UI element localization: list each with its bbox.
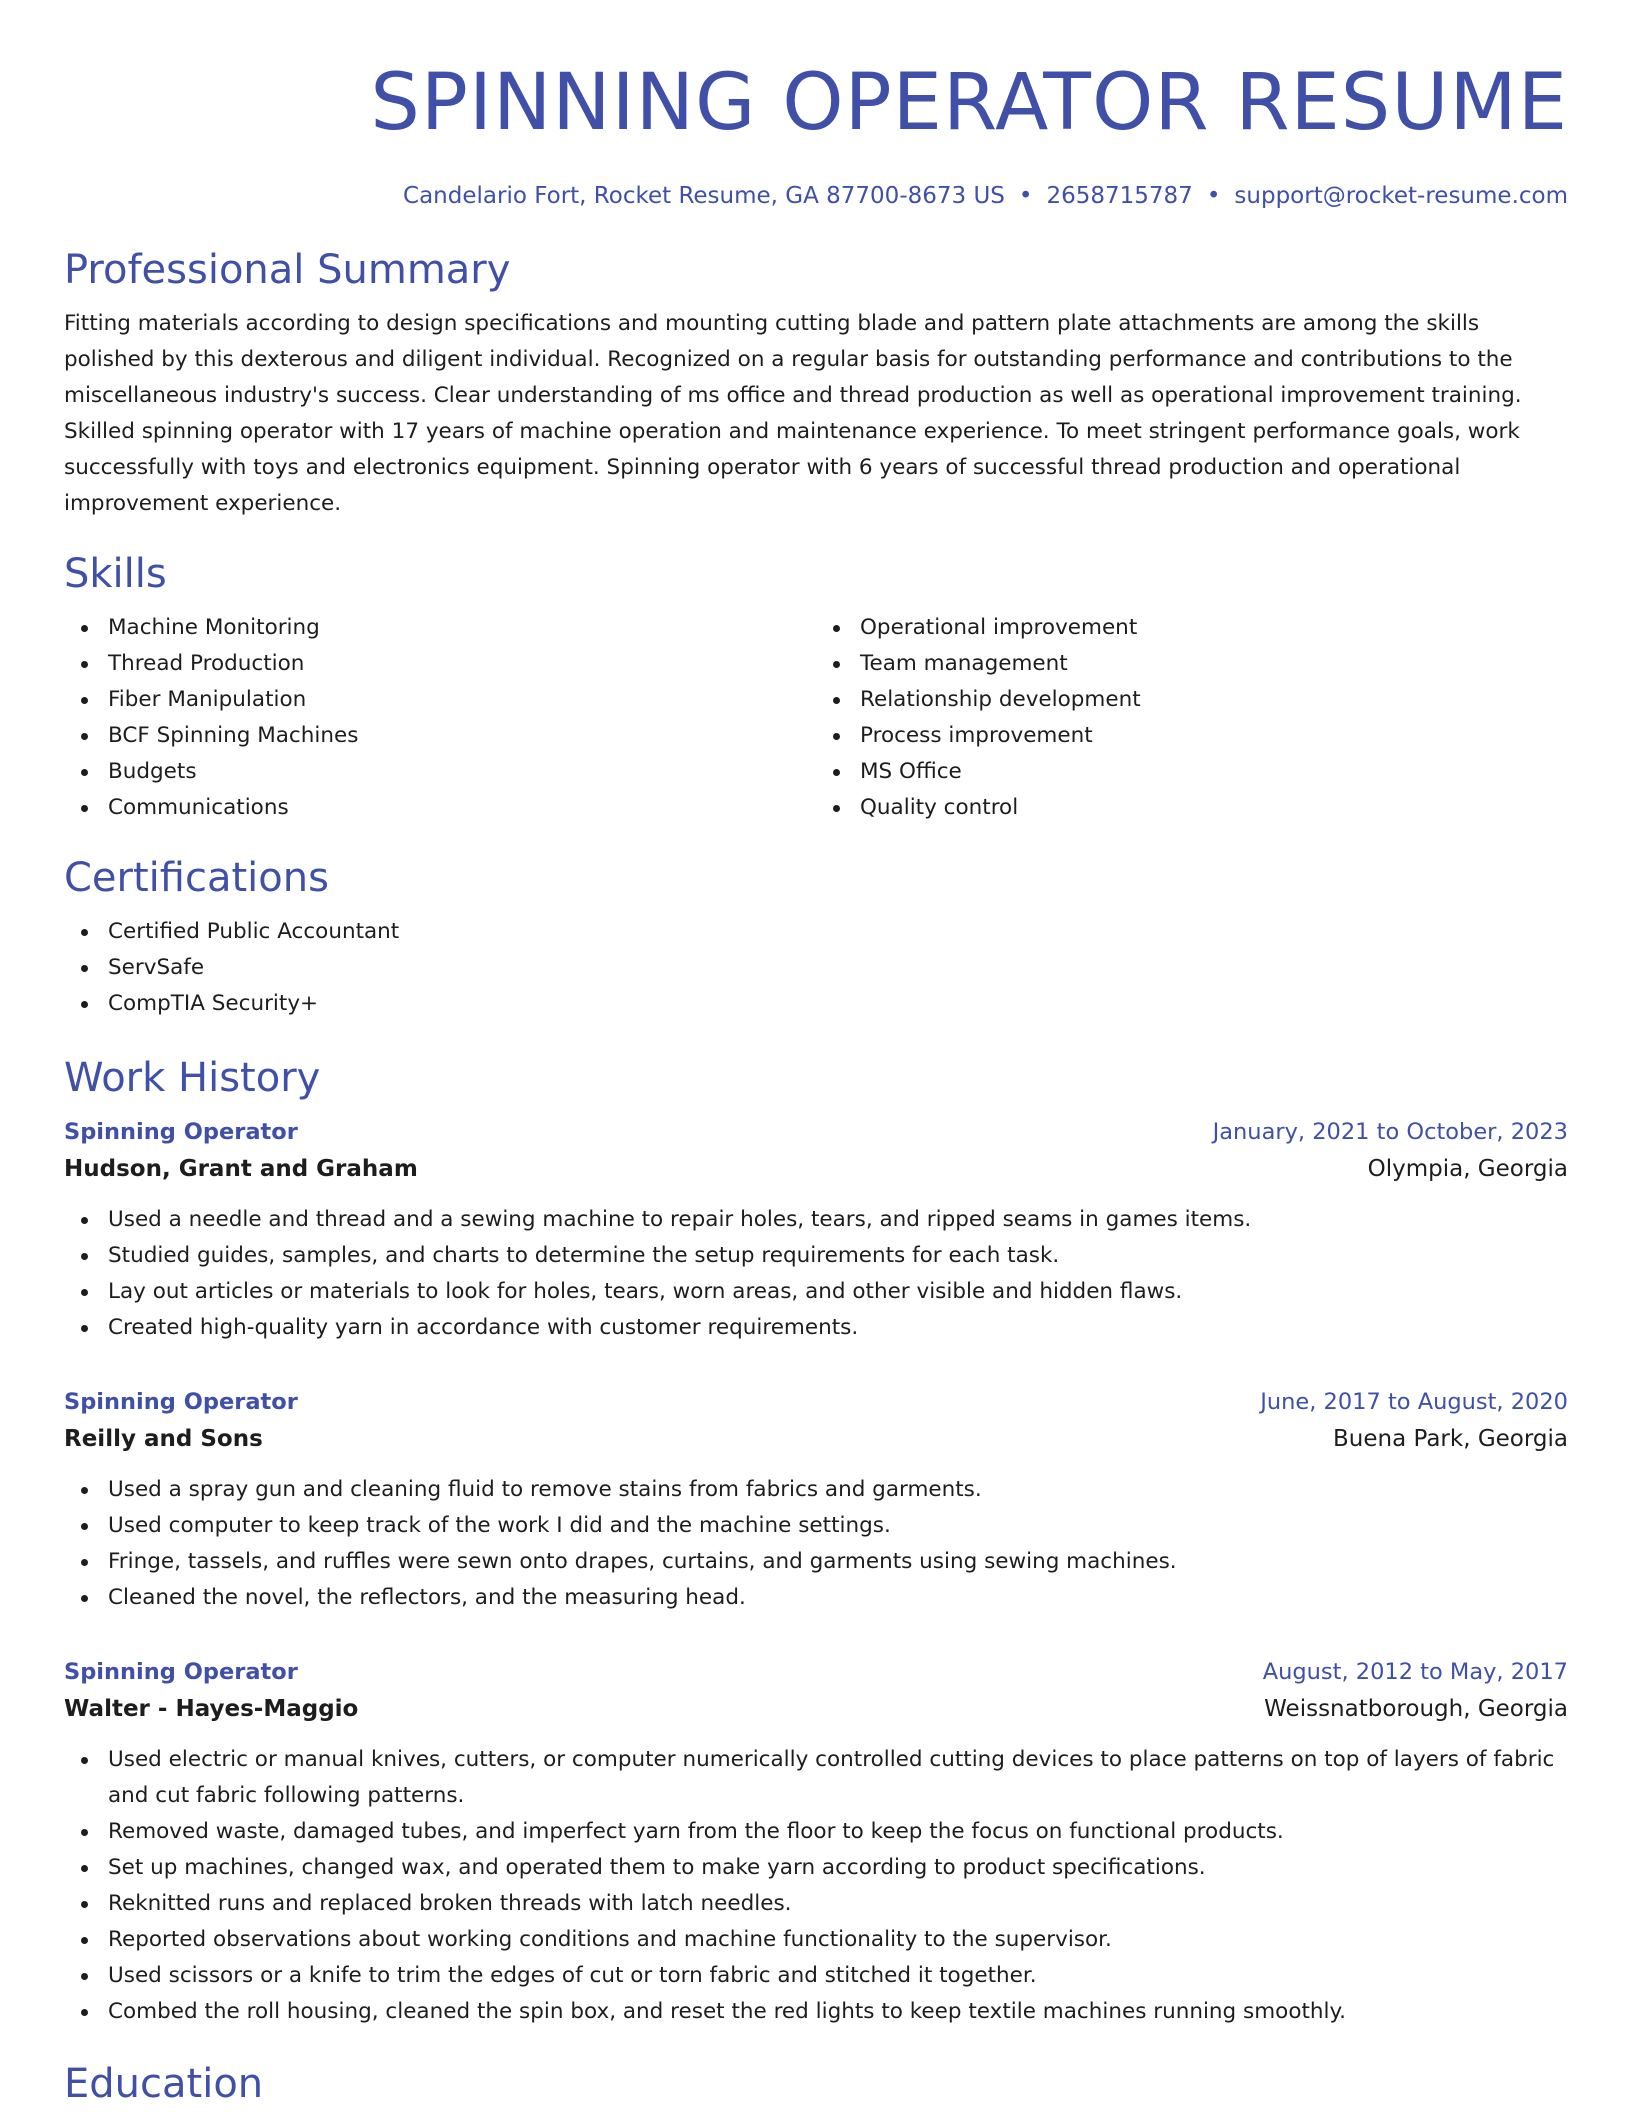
resume-title: SPINNING OPERATOR RESUME (370, 58, 1568, 148)
skill-item: Process improvement (860, 718, 1568, 754)
skill-item: BCF Spinning Machines (108, 718, 816, 754)
job-bullets (64, 1742, 1568, 2030)
skills-list-left (64, 610, 816, 826)
job-bullet: Used a spray gun and cleaning fluid to remove stains from fabrics and garments. (108, 1472, 1568, 1508)
job-entry (64, 1384, 1568, 1616)
contact-line (64, 180, 1568, 212)
contact-separator: • (1018, 183, 1033, 209)
skill-item: Fiber Manipulation (108, 682, 816, 718)
job-dates: June, 2017 to August, 2020 (1260, 1389, 1568, 1415)
job-bullet: Combed the roll housing, cleaned the spin box, and reset the red lights to keep textile machines running smoothly. (108, 1994, 1568, 2030)
job-bullet: Fringe, tassels, and ruffles were sewn onto drapes, curtains, and garments using sewing machines. (108, 1544, 1568, 1580)
skill-item: Relationship development (860, 682, 1568, 718)
contact-address: Candelario Fort, Rocket Resume, GA 87700-8673 US (403, 183, 1005, 209)
job-bullets (64, 1472, 1568, 1616)
job-dates: August, 2012 to May, 2017 (1262, 1659, 1568, 1685)
skill-item: Budgets (108, 754, 816, 790)
job-bullet: Used computer to keep track of the work I did and the machine settings. (108, 1508, 1568, 1544)
contact-email: support@rocket-resume.com (1234, 183, 1568, 209)
job-bullet: Studied guides, samples, and charts to determine the setup requirements for each task. (108, 1238, 1568, 1274)
certification-item: CompTIA Security+ (108, 986, 1568, 1022)
summary-heading: Professional Summary (64, 247, 511, 293)
job-bullet: Created high-quality yarn in accordance with customer requirements. (108, 1310, 1568, 1346)
job-company: Reilly and Sons (64, 1426, 263, 1452)
certifications-heading: Certifications (64, 855, 329, 901)
job-title: Spinning Operator (64, 1119, 298, 1145)
job-entry (64, 1114, 1568, 1346)
skill-item: Thread Production (108, 646, 816, 682)
skill-item: MS Office (860, 754, 1568, 790)
job-bullet: Reknitted runs and replaced broken threads with latch needles. (108, 1886, 1568, 1922)
job-bullet: Lay out articles or materials to look for holes, tears, worn areas, and other visible and hidden flaws. (108, 1274, 1568, 1310)
skill-item: Operational improvement (860, 610, 1568, 646)
contact-phone: 2658715787 (1046, 183, 1193, 209)
job-location: Olympia, Georgia (1367, 1156, 1568, 1182)
contact-separator: • (1206, 183, 1221, 209)
skill-item: Quality control (860, 790, 1568, 826)
job-bullets (64, 1202, 1568, 1346)
job-location: Weissnatborough, Georgia (1264, 1696, 1568, 1722)
skill-item: Machine Monitoring (108, 610, 816, 646)
job-bullet: Set up machines, changed wax, and operated them to make yarn according to product specifications. (108, 1850, 1568, 1886)
work-history-heading: Work History (64, 1055, 321, 1101)
job-bullet: Used electric or manual knives, cutters, or computer numerically controlled cutting devices to place patterns on top of layers of fabric and cut fabric following patterns. (108, 1742, 1568, 1814)
job-bullet: Removed waste, damaged tubes, and imperfect yarn from the floor to keep the focus on functional products. (108, 1814, 1568, 1850)
education-heading: Education (64, 2061, 264, 2107)
job-company: Walter - Hayes-Maggio (64, 1696, 359, 1722)
skills-list-right (816, 610, 1568, 826)
job-dates: January, 2021 to October, 2023 (1212, 1119, 1568, 1145)
skills-heading: Skills (64, 551, 167, 597)
skills-columns (64, 610, 1568, 826)
skill-item: Communications (108, 790, 816, 826)
job-title: Spinning Operator (64, 1389, 298, 1415)
job-title: Spinning Operator (64, 1659, 298, 1685)
summary-text: Fitting materials according to design specifications and mounting cutting blade and pattern plate attachments are among the skills polished by this dexterous and diligent individual. Recognized on a regular basis for outstanding performance and contributions to the miscellaneous industry's success. Clear understanding of ms office and thread production as well as operational improvement training. Skilled spinning operator with 17 years of machine operation and maintenance experience. To meet stringent performance goals, work successfully with toys and electronics equipment. Spinning operator with 6 years of successful thread production and operational improvement experience. (64, 311, 1522, 516)
resume-page (64, 0, 1568, 2110)
job-location: Buena Park, Georgia (1333, 1426, 1568, 1452)
job-bullet: Cleaned the novel, the reflectors, and the measuring head. (108, 1580, 1568, 1616)
job-bullet: Used a needle and thread and a sewing machine to repair holes, tears, and ripped seams in games items. (108, 1202, 1568, 1238)
job-company: Hudson, Grant and Graham (64, 1156, 418, 1182)
job-bullet: Used scissors or a knife to trim the edges of cut or torn fabric and stitched it together. (108, 1958, 1568, 1994)
skill-item: Team management (860, 646, 1568, 682)
certification-item: Certified Public Accountant (108, 914, 1568, 950)
certification-item: ServSafe (108, 950, 1568, 986)
job-entry (64, 1654, 1568, 2030)
job-bullet: Reported observations about working conditions and machine functionality to the supervisor. (108, 1922, 1568, 1958)
certifications-list (64, 914, 1568, 1022)
